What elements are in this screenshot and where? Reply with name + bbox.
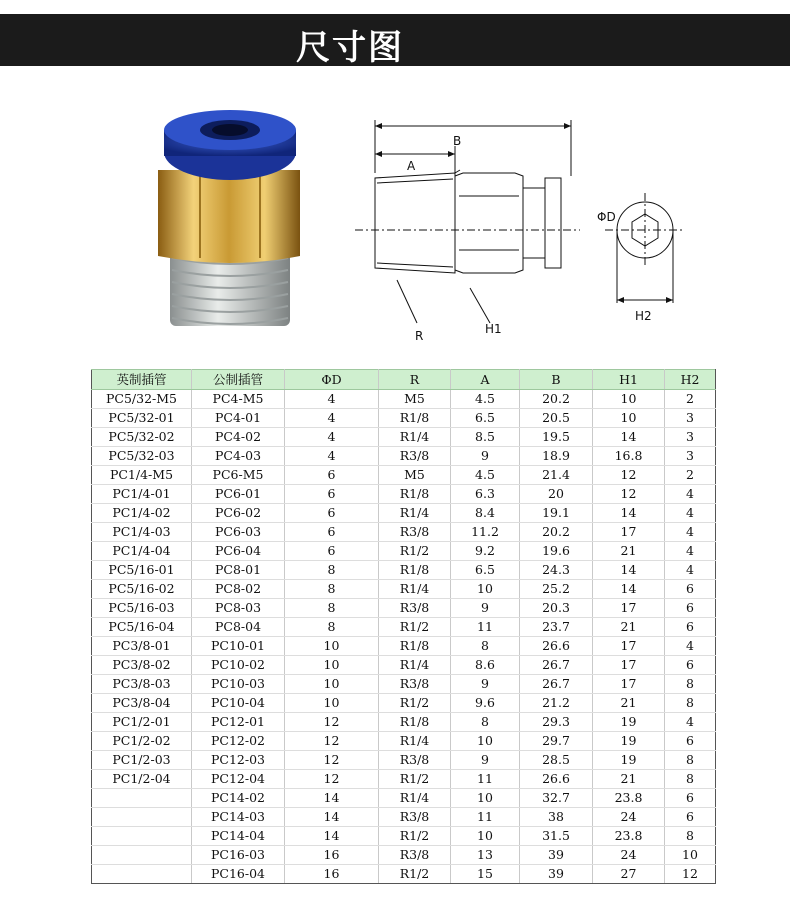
table-cell: 8.4 [451,504,520,523]
dimension-table-wrap [91,369,715,884]
table-cell: 4 [665,504,716,523]
table-cell: 9.2 [451,542,520,561]
table-cell: 11 [451,618,520,637]
table-cell: PC5/32-02 [92,428,192,447]
table-cell: PC1/4-01 [92,485,192,504]
table-cell: 19 [593,751,665,770]
table-cell: PC16-04 [192,865,285,884]
table-cell: 38 [520,808,593,827]
table-cell: 10 [593,409,665,428]
label-a: A [407,159,416,173]
table-cell: R3/8 [379,846,451,865]
table-cell: R1/4 [379,428,451,447]
table-cell: 19 [593,732,665,751]
table-cell: 20.2 [520,523,593,542]
table-cell: 6 [285,504,379,523]
table-cell: 8 [285,599,379,618]
table-cell: PC10-03 [192,675,285,694]
table-cell: 13 [451,846,520,865]
table-cell: 6 [665,732,716,751]
table-cell: 15 [451,865,520,884]
table-cell: 14 [593,561,665,580]
table-cell: R3/8 [379,808,451,827]
table-cell: 10 [451,580,520,599]
label-d: ΦD [597,210,616,224]
table-cell: 8 [665,694,716,713]
table-cell [92,846,192,865]
table-cell [92,789,192,808]
table-cell: R3/8 [379,599,451,618]
table-cell: PC4-01 [192,409,285,428]
table-cell: 4 [665,542,716,561]
table-cell: PC5/32-03 [92,447,192,466]
table-cell: PC5/16-04 [92,618,192,637]
table-cell: 19.6 [520,542,593,561]
table-cell: 10 [451,827,520,846]
table-cell: 3 [665,409,716,428]
table-row [92,808,716,827]
column-header: ΦD [285,370,379,390]
table-cell: PC1/4-03 [92,523,192,542]
table-cell: 14 [285,827,379,846]
table-cell [92,827,192,846]
table-cell: 8.6 [451,656,520,675]
table-cell: 16 [285,846,379,865]
table-cell: 10 [285,637,379,656]
table-cell: 8 [665,770,716,789]
table-cell: PC3/8-03 [92,675,192,694]
table-cell: PC14-04 [192,827,285,846]
table-cell: R1/8 [379,409,451,428]
table-row [92,523,716,542]
table-row [92,770,716,789]
table-cell: R3/8 [379,751,451,770]
table-cell: 11 [451,808,520,827]
table-cell: 14 [593,580,665,599]
table-header-row [92,370,716,390]
table-cell: 14 [285,808,379,827]
column-header: B [520,370,593,390]
table-cell: 9 [451,447,520,466]
table-cell: 6 [665,580,716,599]
table-cell: 20 [520,485,593,504]
table-cell: R1/2 [379,865,451,884]
table-cell: 9 [451,751,520,770]
table-cell: PC6-M5 [192,466,285,485]
table-cell: PC10-01 [192,637,285,656]
table-cell [92,808,192,827]
table-cell: PC16-03 [192,846,285,865]
table-cell: PC12-01 [192,713,285,732]
table-cell: PC1/2-03 [92,751,192,770]
table-cell: 17 [593,656,665,675]
table-cell: 20.2 [520,390,593,409]
table-cell: 6 [665,656,716,675]
label-r: R [415,329,424,343]
table-cell: 17 [593,637,665,656]
table-cell: 3 [665,447,716,466]
table-cell: PC8-04 [192,618,285,637]
table-row [92,713,716,732]
table-row [92,846,716,865]
table-cell: PC4-M5 [192,390,285,409]
table-cell: PC4-02 [192,428,285,447]
table-cell: 2 [665,466,716,485]
table-cell: R1/4 [379,789,451,808]
table-cell: 19.1 [520,504,593,523]
table-cell: R1/8 [379,637,451,656]
table-cell: 32.7 [520,789,593,808]
table-cell: 14 [593,428,665,447]
table-row [92,637,716,656]
table-cell: 10 [285,656,379,675]
table-cell: R1/2 [379,827,451,846]
dimension-table [91,369,716,884]
table-cell: R1/2 [379,618,451,637]
table-cell: 27 [593,865,665,884]
table-row [92,789,716,808]
table-cell: 8 [665,751,716,770]
table-cell: 9 [451,675,520,694]
table-cell: 6 [285,542,379,561]
table-cell: 6 [665,808,716,827]
table-cell: PC5/32-01 [92,409,192,428]
table-cell: M5 [379,390,451,409]
table-cell: 8 [451,713,520,732]
table-cell: 20.3 [520,599,593,618]
table-cell: 19 [593,713,665,732]
table-cell: 6 [285,523,379,542]
table-cell: PC4-03 [192,447,285,466]
fitting-photo [150,108,310,338]
table-row [92,732,716,751]
table-cell: 4.5 [451,390,520,409]
table-row [92,618,716,637]
table-row [92,827,716,846]
table-cell: 6 [665,789,716,808]
table-cell: PC5/16-03 [92,599,192,618]
table-row [92,865,716,884]
table-cell: 29.7 [520,732,593,751]
table-cell: 10 [665,846,716,865]
table-cell: 31.5 [520,827,593,846]
table-cell: 6 [665,599,716,618]
column-header: H2 [665,370,716,390]
table-cell: R3/8 [379,523,451,542]
table-cell: R1/8 [379,713,451,732]
column-header: R [379,370,451,390]
table-cell: PC8-01 [192,561,285,580]
table-cell: 20.5 [520,409,593,428]
table-cell: 21 [593,694,665,713]
table-cell: 4 [285,428,379,447]
table-row [92,390,716,409]
table-cell: 12 [285,770,379,789]
table-cell: R1/4 [379,732,451,751]
table-cell: 26.7 [520,656,593,675]
table-cell: 17 [593,599,665,618]
label-h1: H1 [485,322,502,336]
table-cell: 10 [451,732,520,751]
table-cell: PC12-03 [192,751,285,770]
table-cell: M5 [379,466,451,485]
table-cell: 4.5 [451,466,520,485]
label-b: B [453,134,462,148]
table-cell: 25.2 [520,580,593,599]
table-row [92,409,716,428]
table-cell: 8 [451,637,520,656]
table-cell: R1/8 [379,485,451,504]
page-title: 尺寸图 [296,28,404,68]
title-banner [0,14,790,66]
table-cell: 9 [451,599,520,618]
table-cell: 10 [285,694,379,713]
table-cell: R1/4 [379,580,451,599]
table-cell: PC1/4-04 [92,542,192,561]
table-cell: 4 [285,447,379,466]
table-body [92,390,716,884]
table-cell: 11.2 [451,523,520,542]
table-row [92,751,716,770]
table-cell: 10 [451,789,520,808]
table-cell: PC5/16-02 [92,580,192,599]
table-cell: PC1/2-04 [92,770,192,789]
table-cell: 14 [593,504,665,523]
table-cell: PC12-04 [192,770,285,789]
table-row [92,599,716,618]
table-cell: 21.2 [520,694,593,713]
table-cell: 4 [665,637,716,656]
table-row [92,675,716,694]
table-cell: 12 [285,732,379,751]
table-cell: PC1/4-M5 [92,466,192,485]
table-cell: R1/2 [379,770,451,789]
table-cell: PC8-03 [192,599,285,618]
table-cell: PC6-01 [192,485,285,504]
table-cell: PC3/8-02 [92,656,192,675]
table-cell: 39 [520,846,593,865]
table-cell: 16 [285,865,379,884]
table-cell: 8.5 [451,428,520,447]
table-cell: 6.3 [451,485,520,504]
table-cell: 14 [285,789,379,808]
table-cell: PC14-03 [192,808,285,827]
table-cell: 10 [285,675,379,694]
table-cell: 39 [520,865,593,884]
table-cell: 24 [593,808,665,827]
table-cell: PC1/2-01 [92,713,192,732]
table-cell: 29.3 [520,713,593,732]
table-row [92,580,716,599]
table-row [92,466,716,485]
table-row [92,656,716,675]
table-cell: 24 [593,846,665,865]
table-cell: 8 [285,618,379,637]
table-cell: R1/2 [379,694,451,713]
column-header: A [451,370,520,390]
table-cell: 4 [665,485,716,504]
table-row [92,447,716,466]
table-cell: 4 [285,409,379,428]
table-cell: 24.3 [520,561,593,580]
table-cell: 28.5 [520,751,593,770]
table-cell: 4 [665,561,716,580]
table-row [92,542,716,561]
table-cell: PC10-02 [192,656,285,675]
table-row [92,504,716,523]
table-cell: 12 [593,466,665,485]
table-row [92,485,716,504]
table-cell: PC1/4-02 [92,504,192,523]
table-cell: 2 [665,390,716,409]
label-h2: H2 [635,309,652,323]
table-cell: 8 [665,827,716,846]
table-cell: PC6-02 [192,504,285,523]
table-cell: 3 [665,428,716,447]
table-cell: PC10-04 [192,694,285,713]
table-cell: PC12-02 [192,732,285,751]
table-cell: 11 [451,770,520,789]
table-cell: 6 [285,466,379,485]
table-cell: 12 [665,865,716,884]
table-cell: R1/2 [379,542,451,561]
table-cell: PC3/8-04 [92,694,192,713]
table-cell: PC3/8-01 [92,637,192,656]
table-cell: 8 [285,561,379,580]
table-cell: 19.5 [520,428,593,447]
table-cell: 17 [593,675,665,694]
table-cell: PC6-03 [192,523,285,542]
table-row [92,561,716,580]
table-cell: 4 [665,713,716,732]
table-cell: 6.5 [451,561,520,580]
table-cell [92,865,192,884]
table-row [92,428,716,447]
table-cell: 21 [593,542,665,561]
table-cell: 21.4 [520,466,593,485]
table-cell: 8 [665,675,716,694]
table-cell: 26.6 [520,770,593,789]
table-row [92,694,716,713]
table-cell: 4 [665,523,716,542]
table-cell: PC14-02 [192,789,285,808]
table-cell: 26.7 [520,675,593,694]
table-cell: PC8-02 [192,580,285,599]
table-cell: PC5/16-01 [92,561,192,580]
table-cell: R3/8 [379,675,451,694]
dimension-drawing [355,118,685,348]
table-cell: PC1/2-02 [92,732,192,751]
table-cell: 10 [593,390,665,409]
table-cell: 4 [285,390,379,409]
table-cell: PC5/32-M5 [92,390,192,409]
table-cell: 6 [285,485,379,504]
table-cell: R3/8 [379,447,451,466]
table-cell: R1/4 [379,504,451,523]
table-cell: 8 [285,580,379,599]
table-cell: 21 [593,770,665,789]
table-cell: PC6-04 [192,542,285,561]
table-cell: 6.5 [451,409,520,428]
table-cell: 17 [593,523,665,542]
table-cell: 26.6 [520,637,593,656]
table-cell: 23.8 [593,789,665,808]
table-cell: 16.8 [593,447,665,466]
table-cell: 12 [593,485,665,504]
column-header: 公制插管 [192,370,285,390]
table-cell: R1/4 [379,656,451,675]
table-cell: 23.8 [593,827,665,846]
table-cell: 6 [665,618,716,637]
table-cell: R1/8 [379,561,451,580]
table-cell: 23.7 [520,618,593,637]
column-header: H1 [593,370,665,390]
column-header: 英制插管 [92,370,192,390]
table-cell: 12 [285,713,379,732]
table-cell: 18.9 [520,447,593,466]
table-cell: 9.6 [451,694,520,713]
table-cell: 21 [593,618,665,637]
table-cell: 12 [285,751,379,770]
